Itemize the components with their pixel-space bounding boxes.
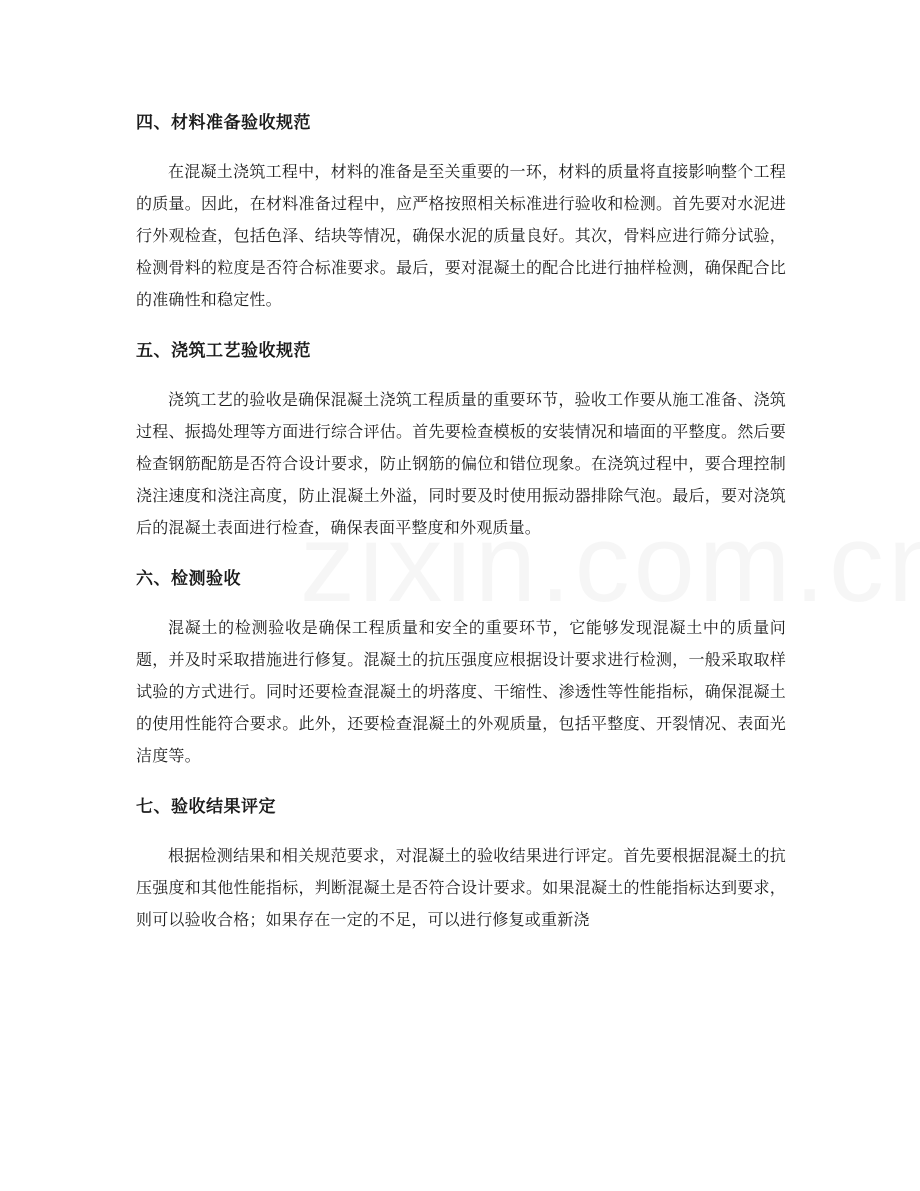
section-paragraph: 浇筑工艺的验收是确保混凝土浇筑工程质量的重要环节，验收工作要从施工准备、浇筑过程、振捣处理等方面进行综合评估。首先要检查模板的安装情况和墙面的平整度。然后要检查钢筋配筋是否符合设计要求，防止钢筋的偏位和错位现象。在浇筑过程中，要合理控制浇注速度和浇注高度，防止混凝土外溢，同时要及时使用振动器排除气泡。最后，要对浇筑后的混凝土表面进行检查，确保表面平整度和外观质量。 bbox=[136, 390, 786, 537]
section-paragraph: 在混凝土浇筑工程中，材料的准备是至关重要的一环，材料的质量将直接影响整个工程的质量。因此，在材料准备过程中，应严格按照相关标准进行验收和检测。首先要对水泥进行外观检查，包括色泽、结块等情况，确保水泥的质量良好。其次，骨料应进行筛分试验，检测骨料的粒度是否符合标准要求。最后，要对混凝土的配合比进行抽样检测，确保配合比的准确性和稳定性。 bbox=[136, 162, 786, 309]
section-paragraph: 根据检测结果和相关规范要求，对混凝土的验收结果进行评定。首先要根据混凝土的抗压强度和其他性能指标，判断混凝土是否符合设计要求。如果混凝土的性能指标达到要求，则可以验收合格；如果存在一定的不足，可以进行修复或重新浇 bbox=[136, 846, 786, 929]
section-inspection bbox=[136, 562, 786, 772]
section-paragraph: 混凝土的检测验收是确保工程质量和安全的重要环节，它能够发现混凝土中的质量问题，并及时采取措施进行修复。混凝土的抗压强度应根据设计要求进行检测，一般采取取样试验的方式进行。同时还要检查混凝土的坍落度、干缩性、渗透性等性能指标，确保混凝土的使用性能符合要求。此外，还要检查混凝土的外观质量，包括平整度、开裂情况、表面光洁度等。 bbox=[136, 618, 786, 765]
section-result-evaluation bbox=[136, 790, 786, 936]
document-content bbox=[136, 106, 786, 954]
section-material-preparation bbox=[136, 106, 786, 316]
section-pouring-process bbox=[136, 334, 786, 544]
section-heading: 五、浇筑工艺验收规范 bbox=[136, 341, 311, 361]
section-heading: 四、材料准备验收规范 bbox=[136, 113, 311, 133]
section-heading: 七、验收结果评定 bbox=[136, 797, 276, 817]
section-heading: 六、检测验收 bbox=[136, 569, 241, 589]
